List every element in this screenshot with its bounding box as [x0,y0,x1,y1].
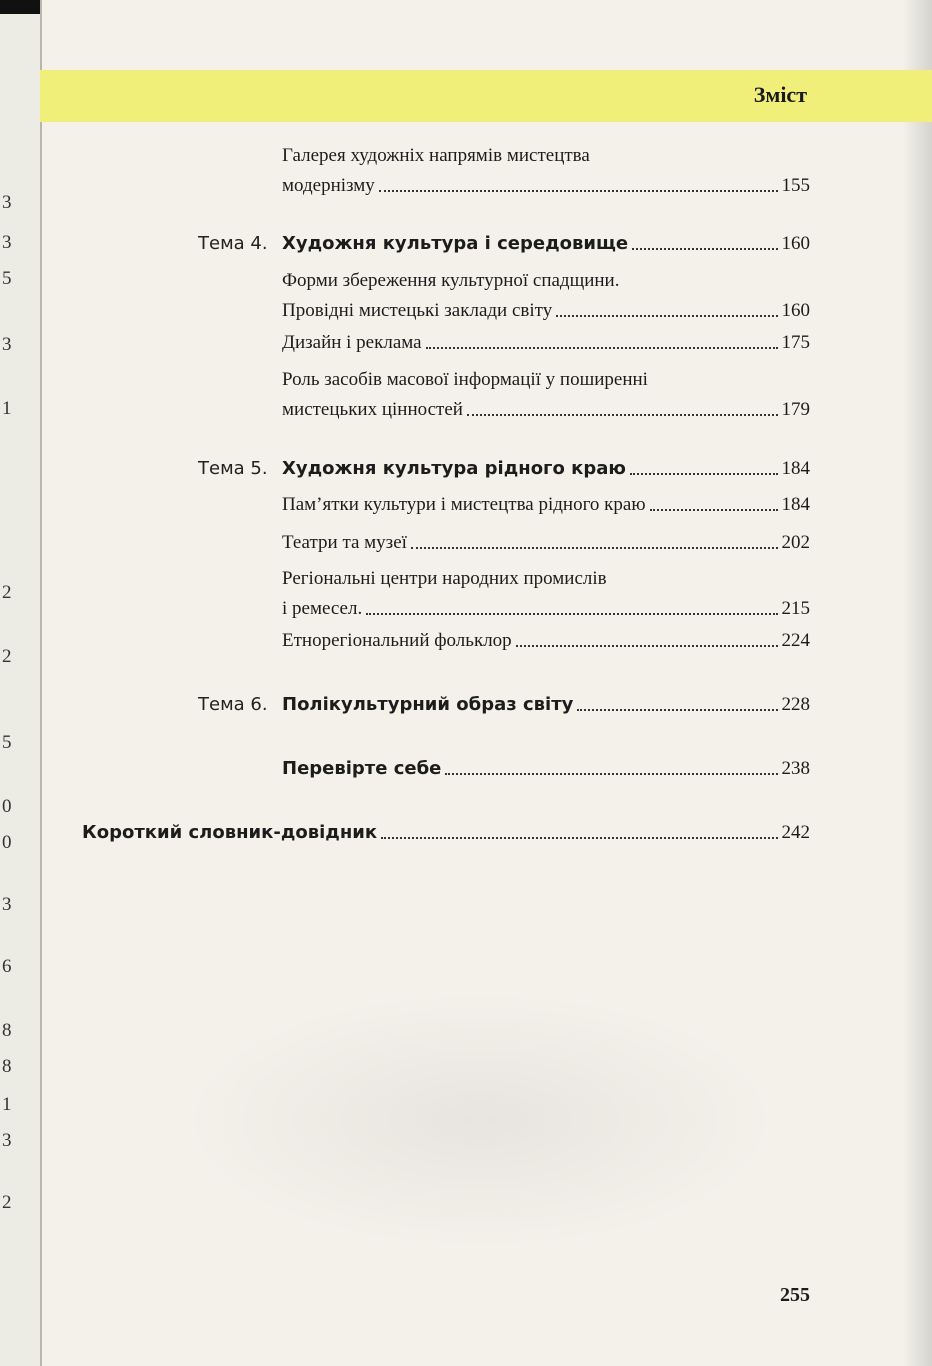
tema-5-label: Тема 5. [198,458,268,479]
bleed-through-shadow [180,990,780,1250]
toc-entry-text: модернізму [282,173,377,199]
toc-entry-text: Галерея художніх напрямів мистецтва [282,145,590,166]
margin-number: 1 [2,1094,12,1115]
margin-number: 3 [2,232,12,253]
toc-entry [282,268,810,324]
toc-entry [282,566,810,622]
margin-number: 3 [2,894,12,915]
margin-number: 3 [2,1130,12,1151]
margin-number: 1 [2,398,12,419]
margin-number: 0 [2,832,12,853]
toc-page-number: 184 [781,458,810,479]
toc-entry-text: Театри та музеї [282,530,409,556]
section-title: Короткий словник-довідник [82,820,379,846]
margin-number: 5 [2,732,12,753]
margin-number: 3 [2,192,12,213]
toc-page-number: 224 [781,630,810,651]
dot-leader [381,836,777,839]
margin-number: 2 [2,582,12,603]
toc-page-number: 202 [781,532,810,553]
toc-page-number: 184 [781,494,810,515]
section-title: Полікультурний образ світу [282,692,575,718]
toc-entry [282,530,810,556]
dot-leader [445,772,777,775]
scan-corner-mark [0,0,40,14]
toc-entry-text: Етнорегіональний фольклор [282,628,514,654]
toc-entry-text: Роль засобів масової інформації у поширенні [282,369,648,390]
toc-page-number: 242 [781,822,810,843]
dot-leader [632,247,777,250]
toc-entry-text: Дизайн і реклама [282,330,424,356]
toc-entry [282,492,810,518]
toc-entry [282,367,810,423]
toc-entry-text: Провідні мистецькі заклади світу [282,298,554,324]
dot-leader [516,644,778,647]
toc-entry-text: мистецьких цінностей [282,397,465,423]
toc-entry-text: Форми збереження культурної спадщини. [282,270,620,291]
dot-leader [467,413,778,416]
section-title: Перевірте себе [282,756,443,782]
toc-page-number: 238 [781,758,810,779]
toc-entry-check-yourself [282,756,810,782]
margin-number: 8 [2,1056,12,1077]
toc-page-number: 228 [781,694,810,715]
toc-entry [282,628,810,654]
toc-page-number: 215 [781,598,810,619]
toc-entry-glossary [82,820,810,846]
dot-leader [426,346,778,349]
page-right-shadow [902,0,932,1366]
toc-page-number: 160 [781,233,810,254]
section-title: Художня культура рідного краю [282,456,628,482]
dot-leader [411,546,778,549]
toc-entry [282,330,810,356]
margin-number: 2 [2,646,12,667]
margin-number: 2 [2,1192,12,1213]
dot-leader [379,189,778,192]
tema-4-label: Тема 4. [198,233,268,254]
toc-entry-tema-5 [282,456,810,482]
toc-entry-text: Пам’ятки культури і мистецтва рідного краю [282,492,648,518]
dot-leader [556,314,777,317]
toc-page-number: 175 [781,332,810,353]
section-title: Художня культура і середовище [282,231,630,257]
page-number: 255 [780,1284,810,1306]
toc-page-number: 155 [781,175,810,196]
toc-entry-tema-6 [282,692,810,718]
toc-page-number: 160 [781,300,810,321]
tema-6-label: Тема 6. [198,694,268,715]
toc-entry-text: і ремесел. [282,596,364,622]
margin-number: 5 [2,268,12,289]
dot-leader [630,472,778,475]
toc-entry-tema-4 [282,231,810,257]
dot-leader [366,612,777,615]
margin-number: 3 [2,334,12,355]
margin-number: 0 [2,796,12,817]
toc-page-number: 179 [781,399,810,420]
toc-entry-text: Регіональні центри народних промислів [282,568,607,589]
dot-leader [650,508,778,511]
page-title: Зміст [753,82,807,107]
toc-entry-gallery [282,143,810,199]
header-band [40,70,932,122]
margin-number: 8 [2,1020,12,1041]
dot-leader [577,708,777,711]
margin-number: 6 [2,956,12,977]
